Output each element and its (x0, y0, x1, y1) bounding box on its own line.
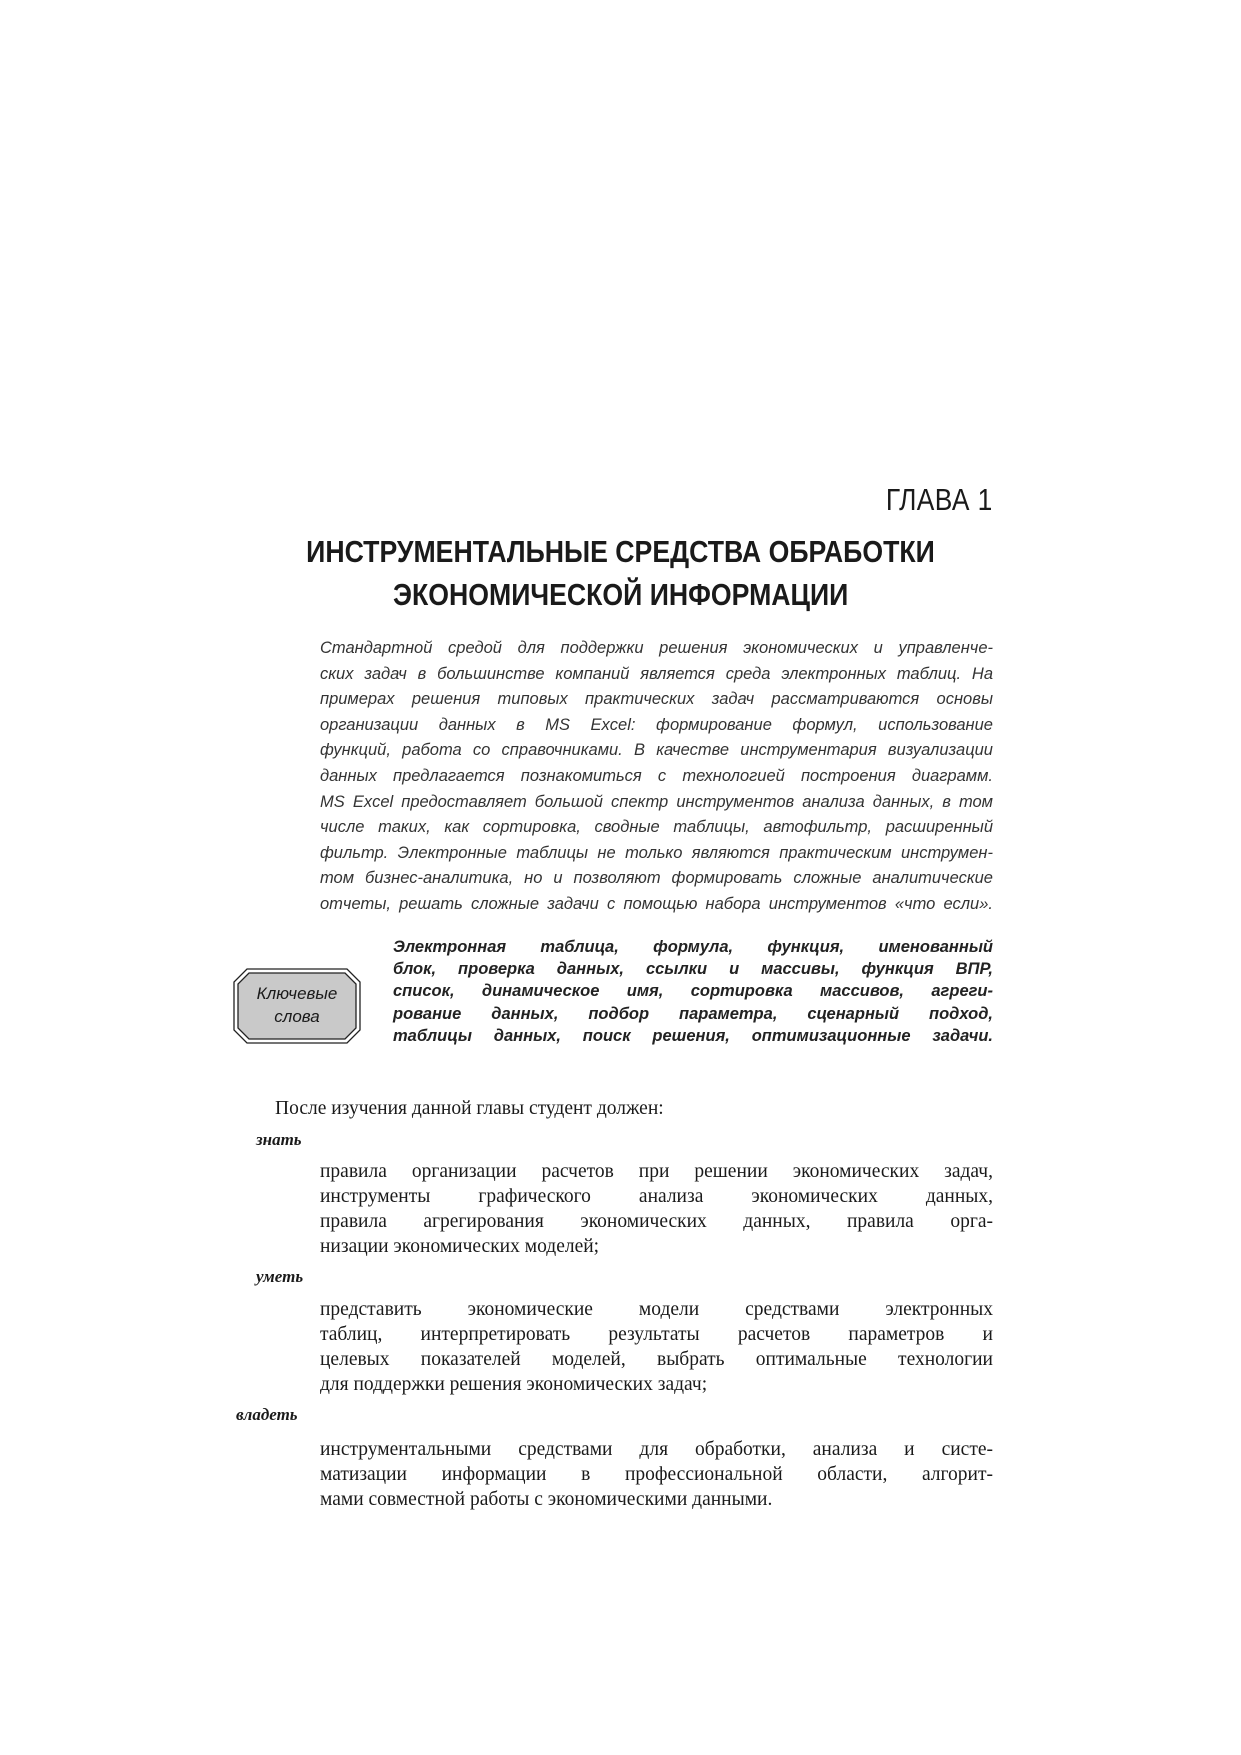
abstract-line: том бизнес-аналитика, но и позволяют формировать сложные аналитические (320, 869, 993, 888)
abstract-line: данных предлагается познакомиться с технологией построения диаграмм. (320, 766, 993, 785)
abstract-line: отчеты, решать сложные задачи с помощью набора инструментов «что если». (320, 894, 993, 913)
keywords-line: список, динамическое имя, сортировка массивов, агреги- (393, 982, 993, 1001)
keywords-line: Электронная таблица, формула, функция, именованный (393, 938, 993, 956)
keywords-line: таблицы данных, поиск решения, оптимизационные задачи. (393, 1026, 993, 1045)
master-text (320, 1437, 993, 1512)
chapter-abstract (320, 636, 993, 918)
title-text: ИНСТРУМЕНТАЛЬНЫЕ СРЕДСТВА ОБРАБОТКИ (306, 534, 935, 569)
abstract-line: MS Excel предоставляет большой спектр инструментов анализа данных, в том (320, 792, 993, 811)
intro-text: После изучения данной главы студент должен: (275, 1098, 664, 1119)
keywords-label (233, 982, 361, 1028)
text-line: для поддержки решения экономических задач; (320, 1374, 708, 1395)
text-line: инструментальными средствами для обработки, анализа и систе- (320, 1439, 993, 1460)
text-line: матизации информации в профессиональной области, алгорит- (320, 1464, 993, 1485)
keywords-line: рование данных, подбор параметра, сценарный подход, (393, 1004, 993, 1023)
keywords-label-line: слова (274, 1007, 320, 1026)
know-text (320, 1159, 993, 1259)
text-line: таблиц, интерпретировать результаты расчетов параметров и (320, 1324, 993, 1345)
abstract-line: Стандартной средой для поддержки решения экономических и управленче- (320, 639, 993, 657)
keywords-list (393, 936, 993, 1047)
term-master: владеть (236, 1405, 298, 1424)
chapter-title-line-2 (0, 577, 1241, 613)
chapter-label: ГЛАВА 1 (886, 482, 993, 517)
title-text: ЭКОНОМИЧЕСКОЙ ИНФОРМАЦИИ (392, 577, 849, 612)
abstract-line: фильтр. Электронные таблицы не только являются практическим инструмен- (320, 843, 993, 862)
abstract-line: функций, работа со справочниками. В качестве инструментария визуализации (320, 741, 993, 760)
text-line: низации экономических моделей; (320, 1236, 600, 1257)
abstract-line: организации данных в MS Excel: формирование формул, использование (320, 715, 993, 734)
text-line: мами совместной работы с экономическими данными. (320, 1489, 773, 1510)
abstract-line: числе таких, как сортировка, сводные таблицы, автофильтр, расширенный (320, 818, 993, 837)
abstract-line: примерах решения типовых практических задач рассматриваются основы (320, 690, 993, 709)
text-line: правила организации расчетов при решении экономических задач, (320, 1161, 993, 1182)
term-can: уметь (256, 1267, 304, 1286)
text-line: целевых показателей моделей, выбрать оптимальные технологии (320, 1349, 993, 1370)
text-line: представить экономические модели средствами электронных (320, 1299, 993, 1320)
term-know: знать (256, 1130, 302, 1149)
text-line: правила агрегирования экономических данных, правила орга- (320, 1211, 993, 1232)
keywords-line: блок, проверка данных, ссылки и массивы, функция ВПР, (393, 960, 993, 979)
text-line: инструменты графического анализа экономических данных, (320, 1186, 993, 1207)
chapter-title-line-1 (0, 534, 1241, 570)
can-text (320, 1297, 993, 1397)
keywords-badge (233, 968, 361, 1044)
abstract-line: ских задач в большинстве компаний является среда электронных таблиц. На (320, 664, 993, 683)
keywords-label-line: Ключевые (256, 984, 338, 1003)
